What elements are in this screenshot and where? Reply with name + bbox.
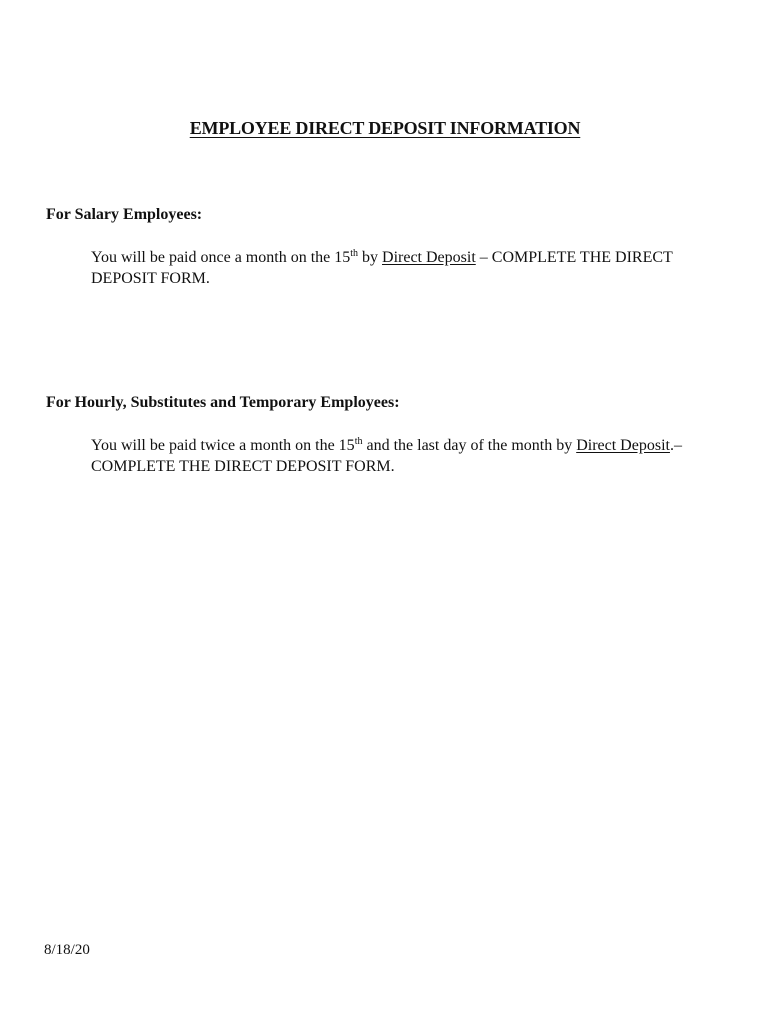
salary-direct-deposit-link: Direct Deposit xyxy=(382,249,476,266)
salary-superscript: th xyxy=(350,248,359,259)
hourly-text-before: You will be paid twice a month on the 15 xyxy=(91,437,355,454)
salary-heading: For Salary Employees: xyxy=(46,206,203,223)
salary-paragraph xyxy=(91,247,691,289)
salary-text-before: You will be paid once a month on the 15 xyxy=(91,249,351,266)
salary-text-middle: by xyxy=(358,249,383,266)
hourly-superscript: th xyxy=(354,436,363,447)
hourly-direct-deposit-link: Direct Deposit xyxy=(576,437,670,454)
salary-text-after: – COMPLETE THE DIRECT DEPOSIT FORM. xyxy=(91,249,673,287)
hourly-paragraph xyxy=(91,435,686,477)
document-title: EMPLOYEE DIRECT DEPOSIT INFORMATION xyxy=(189,118,581,138)
hourly-heading: For Hourly, Substitutes and Temporary Employees: xyxy=(46,394,400,411)
footer-date: 8/18/20 xyxy=(44,942,90,958)
hourly-text-middle: and the last day of the month by xyxy=(362,437,577,454)
hourly-text-after: .– COMPLETE THE DIRECT DEPOSIT FORM. xyxy=(91,437,682,475)
